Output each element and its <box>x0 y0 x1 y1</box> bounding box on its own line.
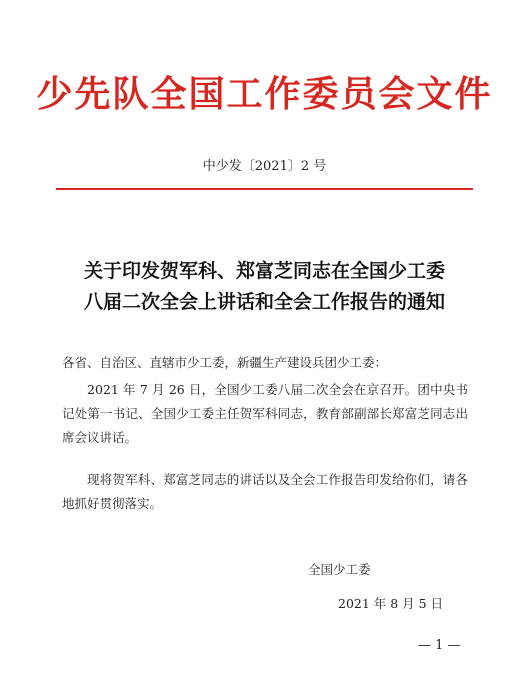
body-paragraph-1: 2021 年 7 月 26 日，全国少工委八届二次全会在京召开。团中央书记处第一书记、全国少工委主任贺军科同志，教育部副部长郑富芝同志出席会议讲话。 <box>62 382 468 445</box>
notice-title-line-1: 关于印发贺军科、郑富芝同志在全国少工委 <box>83 260 445 282</box>
notice-title-line-2: 八届二次全会上讲话和全会工作报告的通知 <box>83 291 445 313</box>
salutation: 各省、自治区、直辖市少工委，新疆生产建设兵团少工委： <box>62 355 388 370</box>
document-header-title: 少先队全国工作委员会文件 <box>36 73 493 115</box>
notice-title <box>0 256 529 318</box>
signature-date: 2021 年 8 月 5 日 <box>338 596 444 611</box>
body-paragraph-2: 现将贺军科、郑富芝同志的讲话以及全会工作报告印发给你们，请各地抓好贯彻落实。 <box>62 472 468 511</box>
page-number: — 1 — <box>418 638 461 653</box>
red-divider-line <box>56 188 473 190</box>
signature-organization: 全国少工委 <box>308 562 371 577</box>
document-number: 中少发〔2021〕2 号 <box>202 159 327 174</box>
